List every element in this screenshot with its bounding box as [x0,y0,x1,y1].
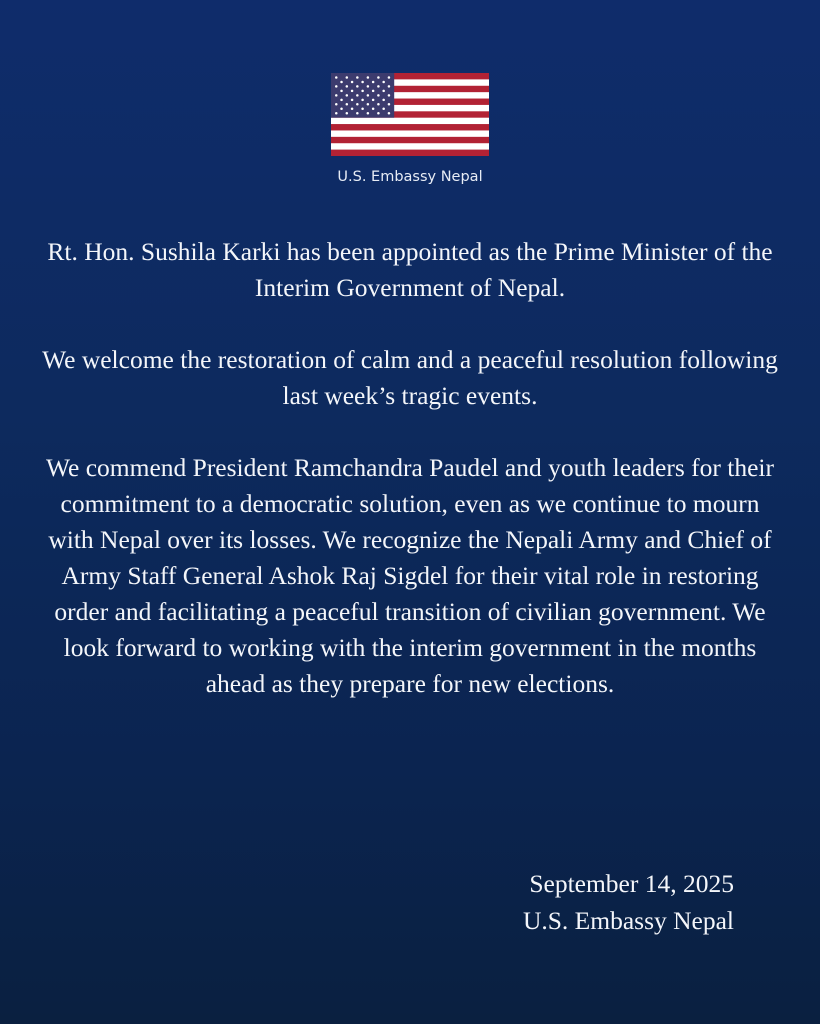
flag-star [367,76,370,79]
flag-star [346,94,349,97]
flag-star [361,90,364,93]
flag-star [356,112,359,115]
org-caption: U.S. Embassy Nepal [337,169,483,185]
flag-star [367,112,370,115]
flag-star [346,85,349,88]
statement-paragraph-commendation: We commend President Ramchandra Paudel and youth leaders for their commitment to a democratic solution, even as we continue to mourn with Nepal over its losses. We recognize the Nepali Army and Chief of Army Staff General Ashok Raj Sigdel for their vital role in restoring order and facilitating a peaceful transition of civilian government. We look forward to working with the interim government in the months ahead as they prepare for new elections. [45,453,774,698]
flag-stripe [331,118,489,125]
flag-star [382,108,385,111]
signature-block [523,865,734,939]
flag-star [351,81,354,84]
flag-star [388,103,391,106]
flag-star [335,94,338,97]
flag-star [382,81,385,84]
flag-star [372,108,375,111]
flag-star [388,112,391,115]
flag-star [335,103,338,106]
flag-canton [331,73,394,118]
flag-star [372,99,375,102]
flag-star [340,81,343,84]
flag-star [356,103,359,106]
flag-star [340,99,343,102]
flag-star [388,76,391,79]
flag-star [351,90,354,93]
flag-star [367,94,370,97]
flag-star [351,108,354,111]
flag-star [382,99,385,102]
flag-star [388,94,391,97]
statement-paragraph-appointment: Rt. Hon. Sushila Karki has been appointed as the Prime Minister of the Interim Government of Nepal. [47,237,773,302]
flag-star [340,108,343,111]
flag-star [356,94,359,97]
flag-stripe [331,143,489,150]
flag-stripe [331,137,489,144]
signature-date: September 14, 2025 [529,869,734,898]
flag-star [377,76,380,79]
flag-star [351,99,354,102]
flag-stripe [331,150,489,156]
flag-stripe [331,124,489,131]
flag-star [388,85,391,88]
us-flag-icon [331,73,489,156]
flag-star [367,85,370,88]
flag-star [361,108,364,111]
flag-star [346,112,349,115]
statement-paragraph-welcome: We welcome the restoration of calm and a peaceful resolution following last week’s tragic events. [42,345,778,410]
flag-stripe [331,130,489,137]
flag-star [367,103,370,106]
flag-star [335,112,338,115]
flag-star [346,103,349,106]
flag-star [356,85,359,88]
statement-body [40,234,780,702]
flag-star [361,99,364,102]
flag-star [346,76,349,79]
flag-star [340,90,343,93]
flag-star [361,81,364,84]
flag-star [377,103,380,106]
flag-star [382,90,385,93]
flag-star [356,76,359,79]
flag-star [372,90,375,93]
flag-star [335,76,338,79]
flag-star [377,112,380,115]
flag-star [335,85,338,88]
signature-org: U.S. Embassy Nepal [522,906,734,935]
flag-star [377,94,380,97]
flag-star [372,81,375,84]
flag-star [377,85,380,88]
